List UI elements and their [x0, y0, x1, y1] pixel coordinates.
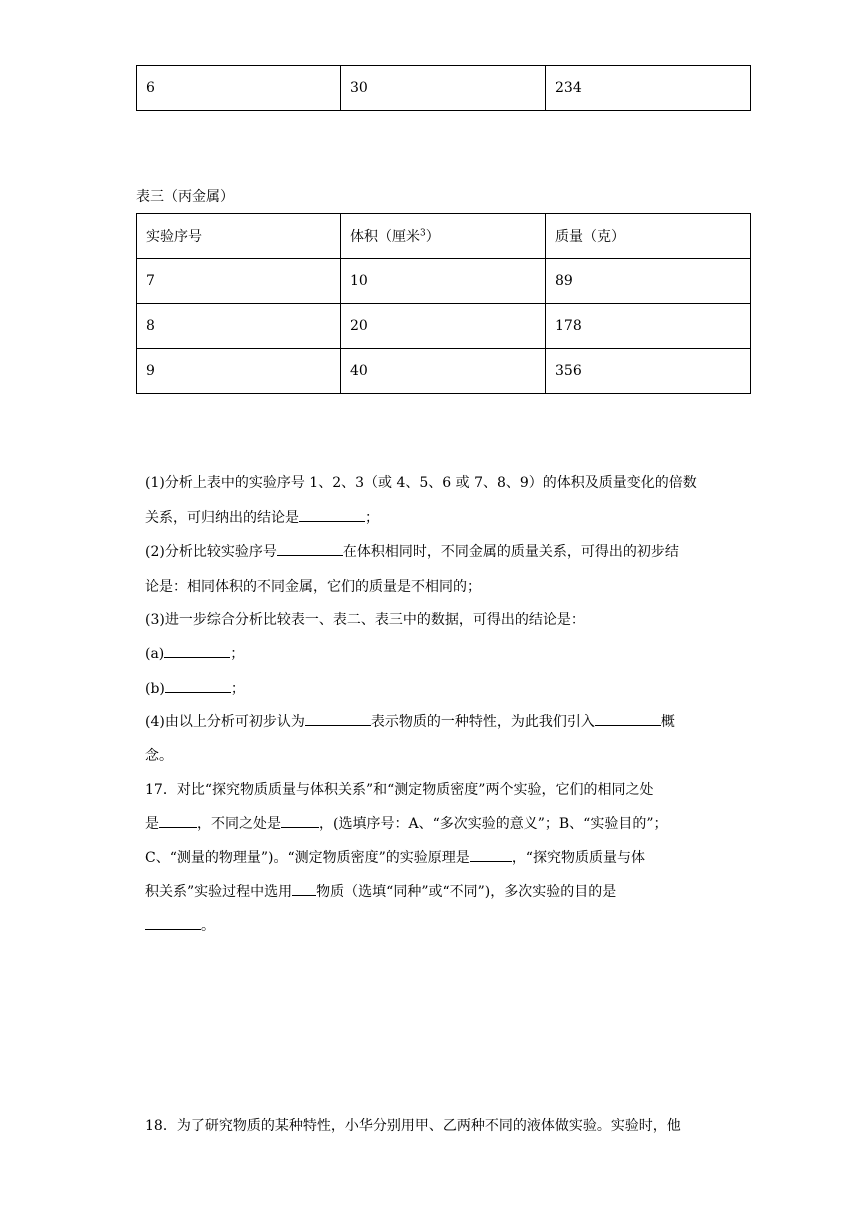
answer-blank[interactable]: [159, 813, 197, 828]
q16-line: [145, 711, 675, 731]
table-cell: 10: [341, 259, 546, 304]
column-header-text: 体积（厘米: [350, 229, 420, 245]
table-row: [137, 349, 751, 394]
text: C、“测量的物理量”)。“测定物质密度”的实验原理是: [145, 850, 470, 866]
text: (4)由以上分析可初步认为: [145, 714, 305, 730]
table-cell: 9: [137, 349, 341, 394]
table-row: [137, 304, 751, 349]
text: ；: [365, 510, 379, 526]
answer-blank[interactable]: [164, 643, 230, 658]
column-header: 实验序号: [137, 214, 341, 259]
answer-blank[interactable]: [165, 678, 231, 693]
table-cell: 40: [341, 349, 546, 394]
column-header-text: ）: [425, 229, 440, 245]
table-cell: 234: [546, 66, 751, 111]
table-cell: 89: [546, 259, 751, 304]
text: ，“探究物质质量与体: [511, 850, 645, 866]
answer-blank[interactable]: [145, 915, 201, 930]
answer-blank[interactable]: [277, 541, 343, 556]
table-two-tail: [136, 65, 751, 111]
q16-line: [145, 507, 379, 527]
text: 积关系”实验过程中选用: [145, 884, 293, 900]
superscript: 3: [420, 228, 426, 239]
text: 表示物质的一种特性，为此我们引入: [370, 714, 595, 730]
table-cell: 356: [546, 349, 751, 394]
q16-line: (3)进一步综合分析比较表一、表二、表三中的数据，可得出的结论是：: [145, 612, 585, 628]
table-cell: 178: [546, 304, 751, 349]
text: 。: [201, 918, 215, 934]
answer-blank[interactable]: [595, 711, 661, 726]
text: (b): [145, 681, 165, 697]
text: 概: [660, 714, 675, 730]
q17-line: [145, 847, 645, 867]
table-cell: 6: [137, 66, 341, 111]
table-three: [136, 213, 751, 394]
answer-blank[interactable]: [299, 507, 365, 522]
answer-blank[interactable]: [292, 881, 316, 896]
table-cell: 7: [137, 259, 341, 304]
q16-line: 念。: [145, 748, 173, 764]
table-three-caption: 表三（丙金属）: [136, 189, 234, 205]
text: (a): [145, 646, 165, 662]
text: ，(选填序号：A、“多次实验的意义”；B、“实验目的”；: [319, 816, 668, 832]
q17-line: 17．对比“探究物质质量与体积关系”和“测定物质密度”两个实验，它们的相同之处: [145, 782, 654, 798]
table-row: [137, 259, 751, 304]
answer-blank[interactable]: [305, 711, 371, 726]
table-row: [137, 66, 751, 111]
table-cell: 20: [341, 304, 546, 349]
text: 物质（选填“同种”或“不同”)，多次实验的目的是: [316, 884, 617, 900]
text: ；: [230, 681, 245, 697]
q17-line: [145, 915, 215, 935]
q18-line: 18．为了研究物质的某种特性，小华分别用甲、乙两种不同的液体做实验。实验时，他: [145, 1118, 681, 1134]
text: 是: [145, 816, 159, 832]
q16-line: [145, 643, 244, 663]
answer-blank[interactable]: [281, 813, 319, 828]
table-cell: 8: [137, 304, 341, 349]
q16-line: (1)分析上表中的实验序号 1、2、3（或 4、5、6 或 7、8、9）的体积及质量变化的倍数: [145, 475, 697, 491]
q16-line: [145, 541, 679, 561]
q17-line: [145, 813, 668, 833]
q16-line: 论是：相同体积的不同金属，它们的质量是不相同的；: [145, 579, 481, 595]
text: ；: [230, 646, 245, 662]
q16-line: [145, 678, 245, 698]
column-header: [341, 214, 546, 259]
table-cell: 30: [341, 66, 546, 111]
column-header: 质量（克）: [546, 214, 751, 259]
text: (2)分析比较实验序号: [145, 544, 277, 560]
text: ，不同之处是: [197, 816, 281, 832]
table-header-row: [137, 214, 751, 259]
answer-blank[interactable]: [470, 847, 512, 862]
text: 关系，可归纳出的结论是: [145, 510, 299, 526]
q17-line: [145, 881, 616, 901]
text: 在体积相同时，不同金属的质量关系，可得出的初步结: [342, 544, 679, 560]
